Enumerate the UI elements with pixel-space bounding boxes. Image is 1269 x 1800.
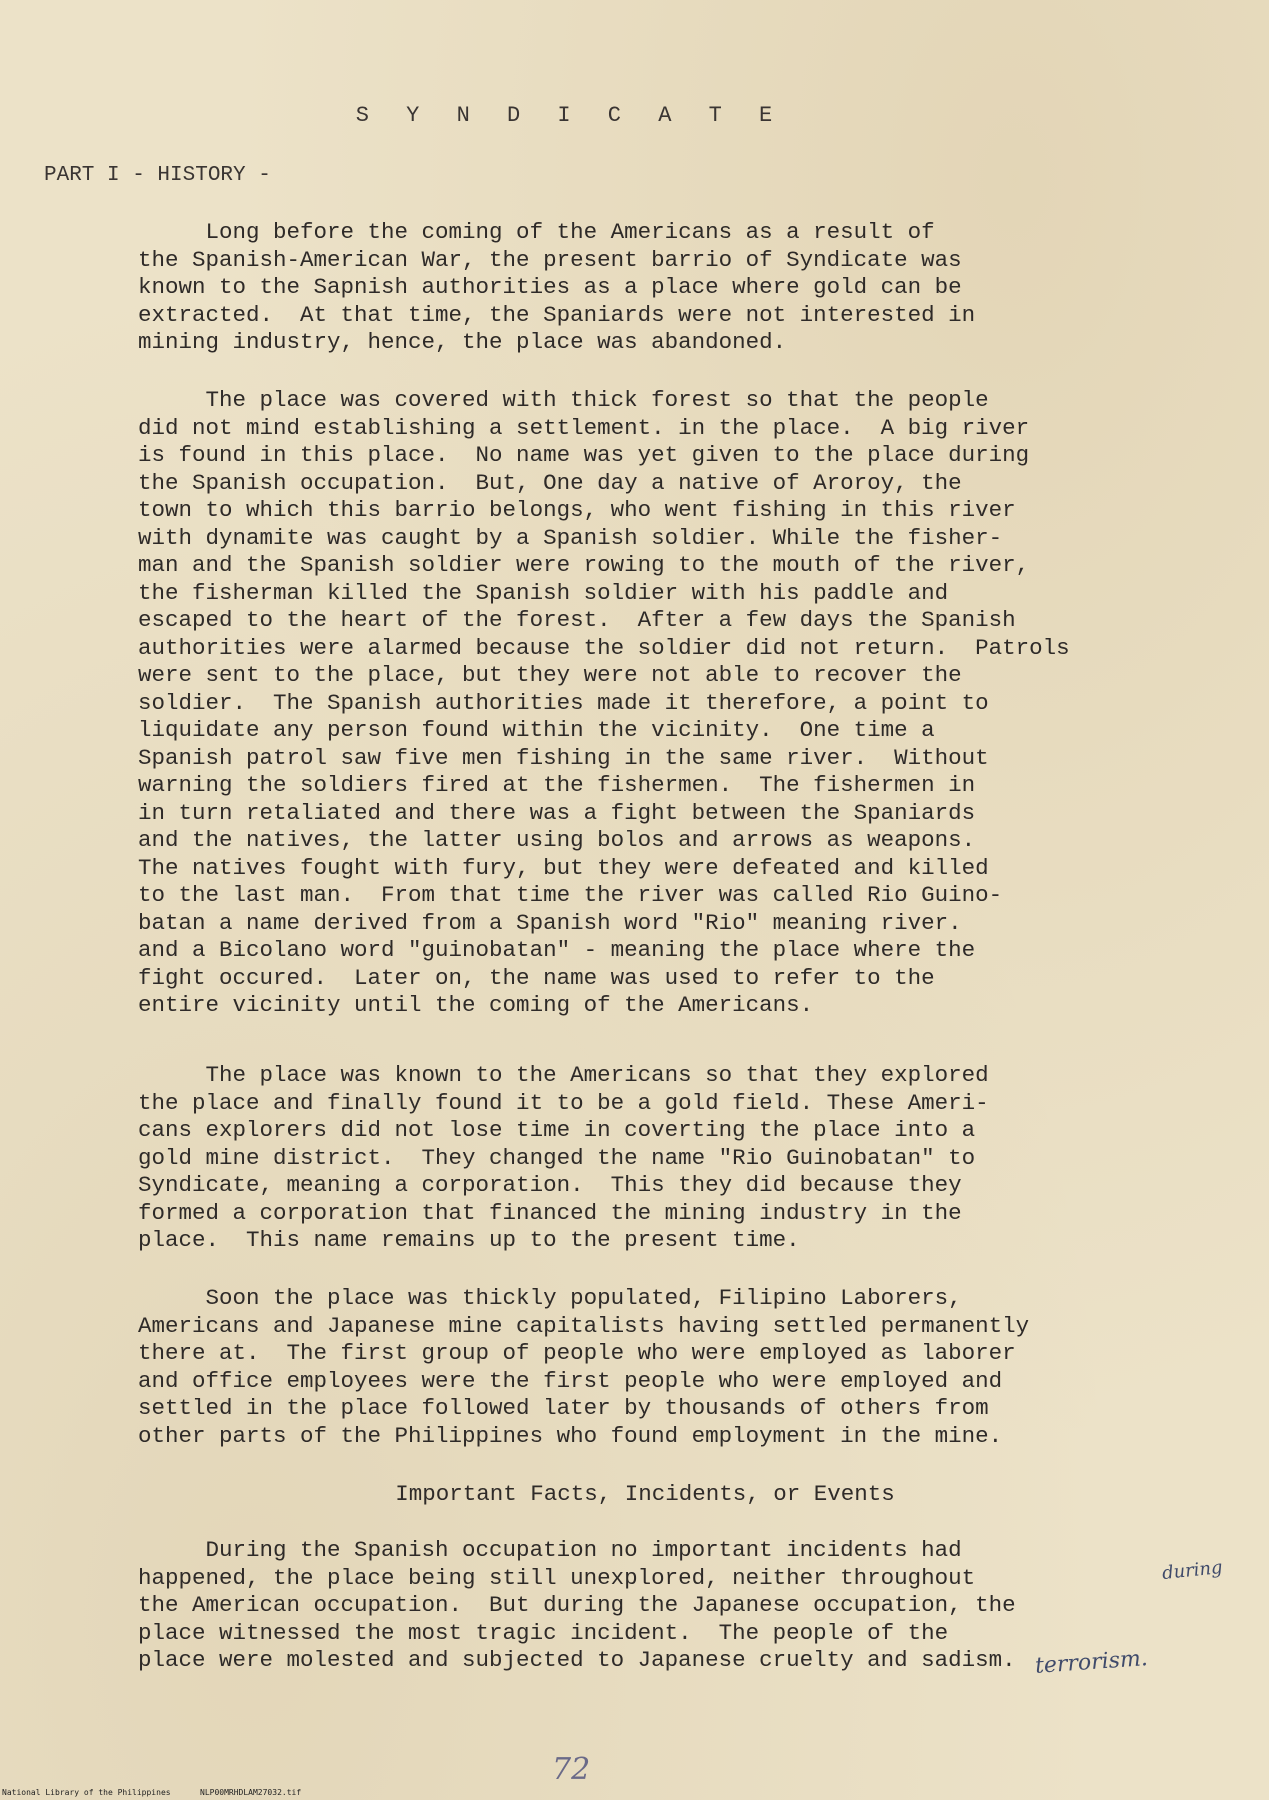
page-number: 72 <box>552 1752 591 1787</box>
part-heading: PART I - HISTORY - <box>44 164 271 187</box>
paragraph-1: Long before the coming of the Americans as a result of the Spanish-American War, the present barrio of Syndicate was known to the Sapnish authorities as a place where gold can be extracted. At that time, the Spaniards were not interested in mining industry, hence, the place was abandoned. <box>138 219 976 355</box>
handwritten-note-terrorism: terrorism. <box>1034 1646 1149 1679</box>
paragraph-4: Soon the place was thickly populated, Filipino Laborers, Americans and Japanese mine capitalists having settled permanently there at. The first group of people who were employed as laborer and office employees were the first people who were employed and settled in the place followed later by thousands of others from other parts of the Philippines who found employment in the mine. <box>138 1285 1030 1449</box>
section-subheading: Important Facts, Incidents, or Events <box>395 1481 895 1507</box>
paragraph-2: The place was covered with thick forest so that the people did not mind establishing a settlement. in the place. A big river is found in this place. No name was yet given to the place during the Spanish occupation. But, One day a native of Aroroy, the town to which this barrio belongs, who went fishing in this river with dynamite was caught by a Spanish soldier. While the fisher- man and the Spanish soldier were rowing to the mouth of the river, the fisherman killed the Spanish soldier with his paddle and escaped to the heart of the forest. After a few days the Spanish authorities were alarmed because the soldier did not return. Patrols were sent to the place, but they were not able to recover the soldier. The Spanish authorities made it therefore, a point to liquidate any person found within the vicinity. One time a Spanish patrol saw five men fishing in the same river. Without warning the soldiers fired at the fishermen. The fishermen in in turn retaliated and there was a fight between the Spaniards and the natives, the latter using bolos and arrows as weapons. The natives fought with fury, but they were defeated and killed to the last man. From that time the river was called Rio Guino- batan a name derived from a Spanish word "Rio" meaning river. and a Bicolano word "guinobatan" - meaning the place where the fight occured. Later on, the name was used to refer to the entire vicinity until the coming of the Americans. <box>138 387 1070 1018</box>
document-title: S Y N D I C A T E <box>355 103 785 128</box>
paragraph-5: During the Spanish occupation no important incidents had happened, the place being still unexplored, neither throughout the American occupation. But during the Japanese occupation, the place witnessed the most tragic incident. The people of the place were molested and subjected to Japanese cruelty and sadism. <box>138 1537 1016 1673</box>
footer-filename: NLP00MRHDLAM27032.tif <box>200 1788 302 1797</box>
handwritten-note-during: during <box>1161 1556 1224 1585</box>
paragraph-3: The place was known to the Americans so that they explored the place and finally found it to be a gold field. These Ameri- cans explorers did not lose time in coverting the place into a gold mine district. They changed the name "Rio Guinobatan" to Syndicate, meaning a corporation. This they did because they formed a corporation that financed the mining industry in the place. This name remains up to the present time. <box>138 1062 989 1253</box>
footer-library-credit: National Library of the Philippines <box>2 1788 171 1797</box>
